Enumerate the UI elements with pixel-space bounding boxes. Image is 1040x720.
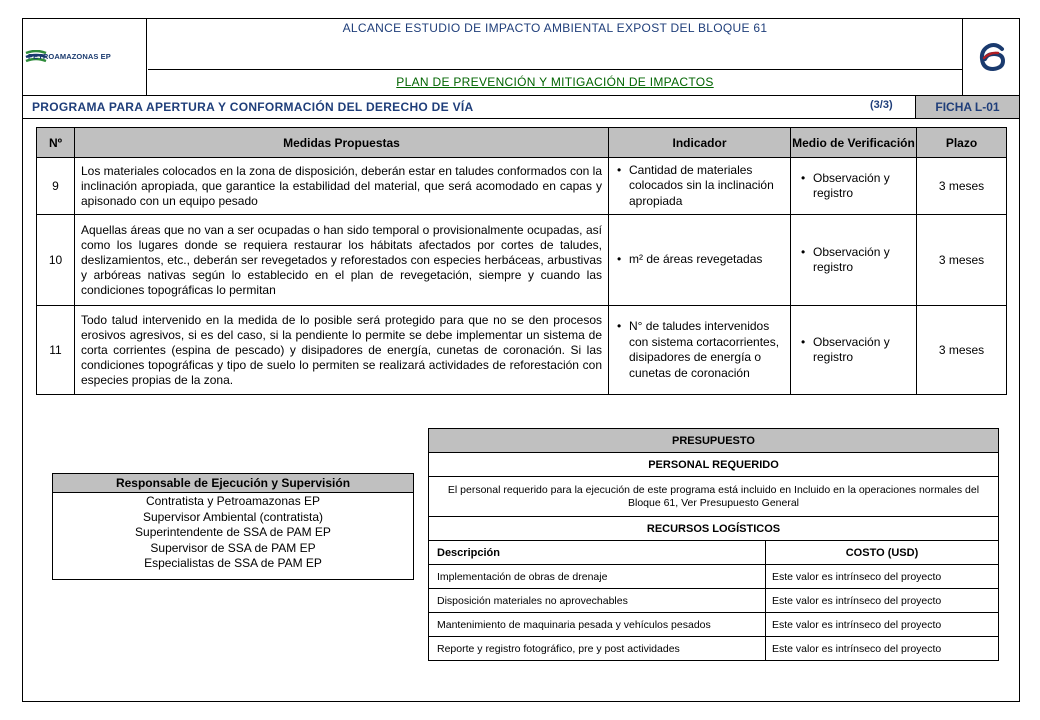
budget-item-cost: Este valor es intrínseco del proyecto: [766, 589, 999, 613]
row-number: 11: [37, 306, 75, 395]
budget-row: [429, 589, 999, 613]
indicator-cell: [609, 158, 791, 215]
logistics-title: RECURSOS LOGÍSTICOS: [429, 517, 999, 541]
indicator-item: • N° de taludes intervenidos con sistema cortacorrientes, disipadores de energía o cunetas de coronación: [615, 319, 782, 381]
responsible-item: Superintendente de SSA de PAM EP: [135, 525, 331, 539]
col-header-medidas: Medidas Propuestas: [75, 128, 609, 158]
indicator-cell: [609, 306, 791, 395]
table-row: [37, 215, 1007, 306]
verification-cell: [791, 306, 917, 395]
responsible-item: Especialistas de SSA de PAM EP: [144, 556, 322, 570]
responsible-list: [53, 493, 413, 572]
verification-cell: [791, 215, 917, 306]
measure-text: Aquellas áreas que no van a ser ocupadas o han sido temporal o provisionalmente ocupadas, así como los lugares donde se requiera restaurar los hábitats afectados por cortes de taludes, deslizamientos, etc., deberán ser revegetados y reforestados con especies herbáceas, arbustivas y arbóreas nativas según lo establecido en el plan de revegetación, siempre y cuando las condiciones topográficas lo permitan: [75, 215, 609, 306]
responsible-item: Supervisor de SSA de PAM EP: [150, 540, 316, 555]
budget-row: [429, 637, 999, 661]
measures-table: [36, 127, 1007, 395]
budget-title: PRESUPUESTO: [429, 429, 999, 453]
table-header-row: [37, 128, 1007, 158]
personal-text: El personal requerido para la ejecución de este programa está incluido en Incluido en la operaciones normales del Bloque 61, Ver Presupuesto General: [429, 477, 999, 517]
budget-item-cost: Este valor es intrínseco del proyecto: [766, 637, 999, 661]
measure-text: Todo talud intervenido en la medida de lo posible será protegido para que no se den procesos erosivos agresivos, si es del caso, si la pendiente lo permite se debe implementar un sistema de corta corrientes (espina de pescado) y disipadores de energía, cunetas de coronación. Si las condiciones topográficas y tipo de suelo lo permiten se realizará actividades de reforestación con especies propias de la zona.: [75, 306, 609, 395]
responsible-item: Supervisor Ambiental (contratista): [142, 509, 324, 524]
document-title: ALCANCE ESTUDIO DE IMPACTO AMBIENTAL EXPOST DEL BLOQUE 61: [148, 18, 962, 70]
col-header-indicador: Indicador: [609, 128, 791, 158]
col-header-cost: COSTO (USD): [766, 541, 999, 565]
table-row: [37, 306, 1007, 395]
col-header-verificacion: Medio de Verificación: [791, 128, 917, 158]
verification-item: • Observación y registro: [799, 171, 910, 202]
row-number: 9: [37, 158, 75, 215]
term-cell: 3 meses: [917, 158, 1007, 215]
corner-number-cell: [962, 18, 1020, 95]
budget-item-cost: Este valor es intrínseco del proyecto: [766, 613, 999, 637]
budget-item-cost: Este valor es intrínseco del proyecto: [766, 565, 999, 589]
budget-item-desc: Reporte y registro fotográfico, pre y post actividades: [429, 637, 766, 661]
table-row: [37, 158, 1007, 215]
budget-item-desc: Disposición materiales no aprovechables: [429, 589, 766, 613]
col-header-num: Nº: [37, 128, 75, 158]
indicator-item: • Cantidad de materiales colocados sin la inclinación apropiada: [615, 163, 782, 210]
program-bar: [22, 95, 1020, 119]
measure-text: Los materiales colocados en la zona de disposición, deberán estar en taludes conformados con la inclinación apropiada, que garantice la estabilidad del material, que será acomodado en capas y apisonado con un equipo pesado: [75, 158, 609, 215]
page-indicator: (3/3): [870, 99, 893, 111]
responsible-box: [52, 473, 414, 580]
logo-text: PETROAMAZONAS EP: [28, 52, 111, 61]
verification-cell: [791, 158, 917, 215]
verification-item: • Observación y registro: [799, 335, 910, 366]
personal-title: PERSONAL REQUERIDO: [429, 453, 999, 477]
term-cell: 3 meses: [917, 215, 1007, 306]
document-subtitle: PLAN DE PREVENCIÓN Y MITIGACIÓN DE IMPACTOS: [396, 75, 714, 89]
number-six-emblem-icon: [976, 42, 1010, 72]
budget-item-desc: Implementación de obras de drenaje: [429, 565, 766, 589]
col-header-plazo: Plazo: [917, 128, 1007, 158]
term-cell: 3 meses: [917, 306, 1007, 395]
row-number: 10: [37, 215, 75, 306]
col-header-description: Descripción: [429, 541, 766, 565]
indicator-cell: [609, 215, 791, 306]
ficha-label: FICHA L-01: [915, 96, 1019, 118]
budget-row: [429, 613, 999, 637]
budget-table: [428, 428, 999, 661]
verification-item: • Observación y registro: [799, 245, 910, 276]
budget-item-desc: Mantenimiento de maquinaria pesada y vehículos pesados: [429, 613, 766, 637]
program-title: PROGRAMA PARA APERTURA Y CONFORMACIÓN DEL DERECHO DE VÍA: [32, 100, 474, 114]
responsible-item: Contratista y Petroamazonas EP: [145, 494, 321, 508]
budget-row: [429, 565, 999, 589]
indicator-item: • m² de áreas revegetadas: [615, 252, 782, 268]
responsible-title: Responsable de Ejecución y Supervisión: [53, 474, 413, 493]
